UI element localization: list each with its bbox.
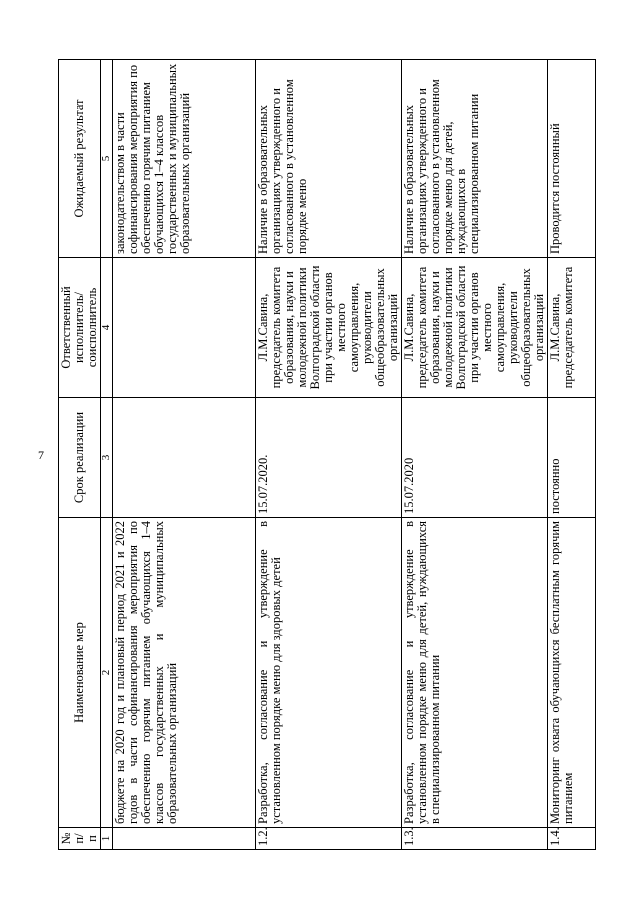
row-result: Наличие в образовательных организациях утвержденного и согласованного в установленном порядке меню <box>256 60 402 258</box>
row-responsible: Л.М.Савина, председатель комитета <box>548 258 596 398</box>
table-row <box>113 60 256 850</box>
row-deadline <box>113 398 256 518</box>
column-number: 3 <box>101 398 113 518</box>
header-result: Ожидаемый результат <box>59 60 101 258</box>
row-measure: Разработка, согласование и утверждение в установленном порядке меню для здоровых детей <box>256 518 402 828</box>
row-deadline: 15.07.2020. <box>256 398 402 518</box>
row-measure: бюджете на 2020 год и плановый период 2021 и 2022 годов в части софинансирования мероприятия по обеспечению горячим питанием обучающихся 1–4 классов государственных и муниципальных образовательных организаций <box>113 518 256 828</box>
table-row <box>402 60 548 850</box>
document-table-rotated <box>58 60 621 850</box>
table-row <box>256 60 402 850</box>
row-deadline: 15.07.2020 <box>402 398 548 518</box>
row-responsible <box>113 258 256 398</box>
header-responsible: Ответственный исполнитель/соисполнитель <box>59 258 101 398</box>
measures-table <box>58 59 596 850</box>
column-number: 4 <box>101 258 113 398</box>
row-num <box>113 828 256 850</box>
header-num: № п/п <box>59 828 101 850</box>
column-number: 1 <box>101 828 113 850</box>
row-responsible: Л.М.Савина, председатель комитета образования, науки и молодежной политики Волгоградской области при участии органов местного самоуправления, руководители общеобразовательных организаций <box>256 258 402 398</box>
row-measure: Разработка, согласование и утверждение в установленном порядке меню для детей, нуждающихся в специализированном питании <box>402 518 548 828</box>
row-responsible: Л.М.Савина, председатель комитета образования, науки и молодежной политики Волгоградской области при участии органов местного самоуправления, руководители общеобразовательных организаций <box>402 258 548 398</box>
row-num: 1.2. <box>256 828 402 850</box>
row-result: Наличие в образовательных организациях утвержденного и согласованного в установленном порядке меню для детей, нуждающихся в специализированном питании <box>402 60 548 258</box>
row-measure: Мониторинг охвата обучающихся бесплатным горячим питанием <box>548 518 596 828</box>
row-num: 1.3. <box>402 828 548 850</box>
row-num: 1.4. <box>548 828 596 850</box>
column-number: 5 <box>101 60 113 258</box>
header-measure: Наименование мер <box>59 518 101 828</box>
row-result: законодательством в части софинансирования мероприятия по обеспечению горячим питанием обучающихся 1–4 классов государственных и муниципальных образовательных организаций <box>113 60 256 258</box>
row-deadline: постоянно <box>548 398 596 518</box>
header-deadline: Срок реализации <box>59 398 101 518</box>
column-number: 2 <box>101 518 113 828</box>
row-result: Проводится постоянный <box>548 60 596 258</box>
table-row <box>548 60 596 850</box>
page-number: 7 <box>38 448 44 462</box>
